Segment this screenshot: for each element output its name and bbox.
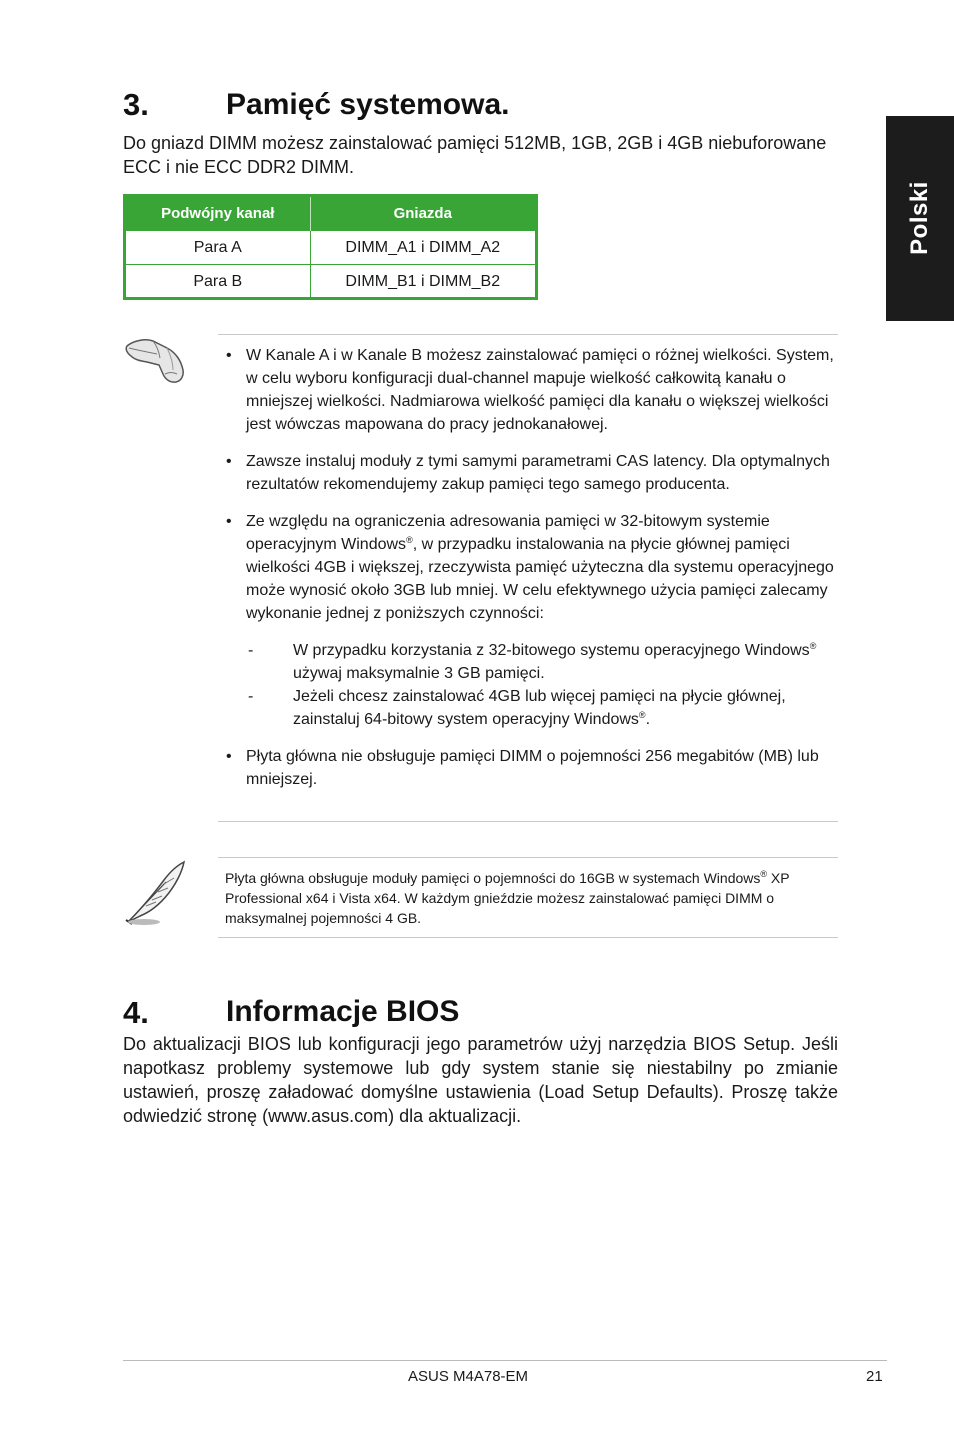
page-number: 21 [866, 1368, 883, 1385]
note-2-part-1: Płyta główna obsługuje moduły pamięci o pojemności do 16GB w systemach Windows [225, 870, 761, 886]
table-cell-pair: Para B [126, 265, 310, 299]
list-item [226, 685, 838, 731]
table-row [126, 265, 535, 299]
note-1-bottom-rule [218, 821, 838, 822]
dimm-channel-table [123, 194, 538, 300]
language-tab [886, 116, 954, 321]
list-item [226, 745, 838, 791]
pointing-hand-icon [123, 332, 187, 384]
list-item [226, 510, 838, 625]
note-2-bottom-rule [218, 937, 838, 938]
table-cell-sockets: DIMM_A1 i DIMM_A2 [310, 231, 535, 265]
dash-glyph: - [248, 688, 254, 705]
list-item [226, 344, 838, 436]
bullet-glyph: • [226, 513, 232, 530]
dash-glyph: - [248, 642, 254, 659]
bullet-glyph: • [226, 453, 232, 470]
section-4-number: 4. [123, 995, 149, 1030]
section-3-intro: Do gniazd DIMM możesz zainstalować pamięci 512MB, 1GB, 2GB i 4GB niebuforowane ECC i nie ECC DDR2 DIMM. [123, 133, 827, 177]
note-1-sub-1-part-1: W przypadku korzystania z 32-bitowego systemu operacyjnego Windows [293, 642, 810, 659]
note-1-item-3-part-2: , w przypadku instalowania na płycie głównej pamięci wielkości 4GB i większej, rzeczywista pamięć użyteczna dla systemu operacyjnego może wynosić około 3GB lub mniej. W celu efektywnego użycia pamięci zalecamy wykonanie jednej z poniższych czynności: [246, 536, 834, 622]
table-header-row [126, 197, 535, 231]
table-header-sockets: Gniazda [310, 197, 535, 231]
section-4-paragraph: Do aktualizacji BIOS lub konfiguracji jego parametrów użyj narzędzia BIOS Setup. Jeśli napotkasz problemy systemowe lub gdy system stanie się niestabilny po zmianie ustawień, proszę załadować domyślne ustawienia (Load Setup Defaults). Proszę także odwiedzić stronę (www.asus.com) dla aktualizacji. [123, 1034, 838, 1126]
table-row [126, 231, 535, 265]
section-3-number: 3. [123, 87, 149, 122]
table-header-channel: Podwójny kanał [126, 197, 310, 231]
registered-mark: ® [406, 535, 413, 545]
registered-mark: ® [638, 710, 646, 720]
list-item [226, 450, 838, 496]
note-2-top-rule [218, 857, 838, 858]
quill-pen-icon [122, 858, 188, 928]
footer-model: ASUS M4A78-EM [408, 1368, 529, 1385]
note-1-sublist [226, 639, 838, 731]
note-1-item-3-part-1: Ze względu na ograniczenia adresowania pamięci w 32-bitowym systemie operacyjnym Windows [246, 513, 770, 553]
note-1-item-4: Płyta główna nie obsługuje pamięci DIMM o pojemności 256 megabitów (MB) lub mniejszej. [246, 748, 819, 788]
table-cell-pair: Para A [126, 231, 310, 265]
language-tab-label: Polski [906, 181, 933, 255]
note-1-sub-2-part-1: Jeżeli chcesz zainstalować 4GB lub więcej pamięci na płycie głównej, zainstaluj 64-bitowy system operacyjny Windows [293, 688, 786, 728]
note-1-sub-2-part-2: . [645, 711, 651, 728]
note-1-sub-1-part-2: używaj maksymalnie 3 GB pamięci. [293, 665, 545, 682]
list-item [226, 639, 838, 685]
note-2-text [225, 868, 839, 928]
section-3-title: Pamięć systemowa. [226, 88, 510, 121]
bullet-glyph: • [226, 748, 232, 765]
registered-mark: ® [809, 641, 817, 651]
section-4-title: Informacje BIOS [226, 995, 460, 1028]
bullet-glyph: • [226, 347, 232, 364]
note-1-item-1: W Kanale A i w Kanale B możesz zainstalować pamięci o różnej wielkości. System, w celu wyboru konfiguracji dual-channel mapuje wielkość całkowitą kanału o mniejszej wielkości. Nadmiarowa wielkość pamięci dla kanału o większej wielkości jest wówczas mapowana do pracy jednokanałowej. [246, 347, 834, 433]
note-1-top-rule [218, 334, 838, 335]
footer-rule [123, 1360, 887, 1361]
table-cell-sockets: DIMM_B1 i DIMM_B2 [310, 265, 535, 299]
note-1-item-2: Zawsze instaluj moduły z tymi samymi parametrami CAS latency. Dla optymalnych rezultatów rekomendujemy zakup pamięci tego samego producenta. [246, 453, 830, 493]
note-1-list [226, 344, 838, 791]
note-2-part-2: XP Professional x64 i Vista x64. W każdym gnieździe możesz zainstalować pamięci DIMM o maksymalnej pojemności 4 GB. [225, 870, 790, 926]
registered-mark: ® [760, 869, 768, 879]
